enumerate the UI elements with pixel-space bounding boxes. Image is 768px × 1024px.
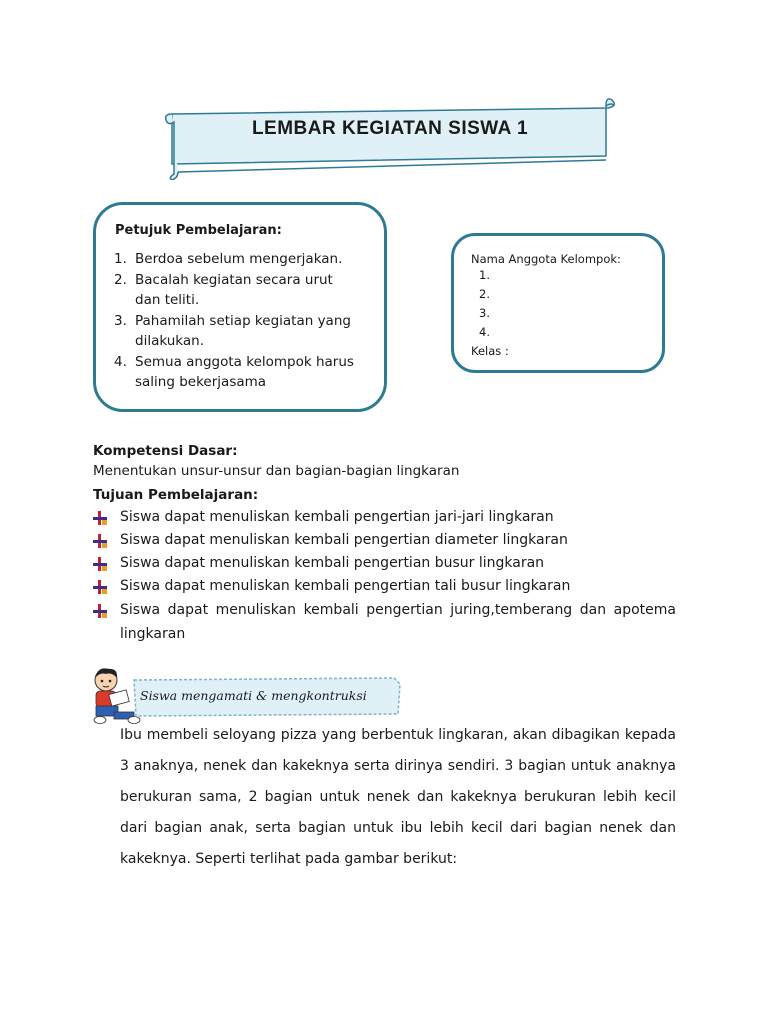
item-text: dilakukan.	[135, 333, 205, 349]
bullet-icon	[93, 604, 107, 618]
item-number: 3.	[114, 312, 127, 329]
class-label: Kelas :	[471, 344, 509, 358]
item-text: Bacalah kegiatan secara urut	[135, 271, 333, 288]
member-number: 3.	[479, 306, 490, 320]
instructions-heading: Petujuk Pembelajaran:	[115, 223, 282, 238]
item-text: Pahamilah setiap kegiatan yang	[135, 312, 351, 329]
bullet-icon	[93, 534, 107, 548]
basic-competence-text: Menentukan unsur-unsur dan bagian-bagian lingkaran	[93, 463, 460, 479]
objective-item: Siswa dapat menuliskan kembali pengertian diameter lingkaran	[120, 532, 568, 548]
objective-item: Siswa dapat menuliskan kembali pengertian juring,temberang dan apotema	[120, 602, 676, 618]
activity-banner	[132, 676, 402, 718]
item-number: 1.	[114, 251, 127, 267]
item-number: 4.	[114, 353, 127, 370]
item-text: dan teliti.	[135, 292, 200, 308]
list-item	[114, 352, 374, 393]
bullet-icon	[93, 580, 107, 594]
list-item	[114, 311, 374, 352]
bullet-icon	[93, 557, 107, 571]
instructions-list	[114, 249, 374, 393]
member-number: 2.	[479, 287, 490, 301]
learning-objectives-heading: Tujuan Pembelajaran:	[93, 487, 259, 503]
paragraph-line: 3 anaknya, nenek dan kakeknya serta dirinya sendiri. 3 bagian untuk anaknya	[120, 758, 676, 774]
group-members-heading: Nama Anggota Kelompok:	[471, 252, 621, 266]
basic-competence-heading: Kompetensi Dasar:	[93, 443, 238, 459]
title-banner	[160, 98, 620, 180]
paragraph-line: kakeknya. Seperti terlihat pada gambar berikut:	[120, 851, 458, 867]
activity-label: Siswa mengamati & mengkontruksi	[140, 688, 367, 703]
list-item	[114, 249, 374, 270]
list-item	[114, 270, 374, 311]
member-number: 1.	[479, 268, 490, 282]
learning-instructions-box	[93, 202, 387, 412]
item-number: 2.	[114, 271, 127, 288]
objective-item: Siswa dapat menuliskan kembali pengertian busur lingkaran	[120, 555, 545, 571]
item-text: Berdoa sebelum mengerjakan.	[135, 251, 343, 267]
page-title: LEMBAR KEGIATAN SISWA 1	[251, 118, 529, 139]
objective-item: Siswa dapat menuliskan kembali pengertian tali busur lingkaran	[120, 578, 571, 594]
paragraph-line: Ibu membeli seloyang pizza yang berbentuk lingkaran, akan dibagikan kepada	[120, 727, 676, 743]
paragraph-line: dari bagian anak, serta bagian untuk ibu lebih kecil dari bagian nenek dan	[120, 820, 676, 836]
member-number: 4.	[479, 325, 490, 339]
group-members-box	[451, 233, 665, 373]
objective-item: Siswa dapat menuliskan kembali pengertian jari-jari lingkaran	[120, 509, 554, 525]
paragraph-line: berukuran sama, 2 bagian untuk nenek dan kakeknya berukuran lebih kecil	[120, 789, 676, 805]
bullet-icon	[93, 511, 107, 525]
item-text: saling bekerjasama	[135, 374, 267, 390]
objective-item-continuation: lingkaran	[120, 626, 186, 642]
item-text: Semua anggota kelompok harus	[135, 353, 354, 370]
